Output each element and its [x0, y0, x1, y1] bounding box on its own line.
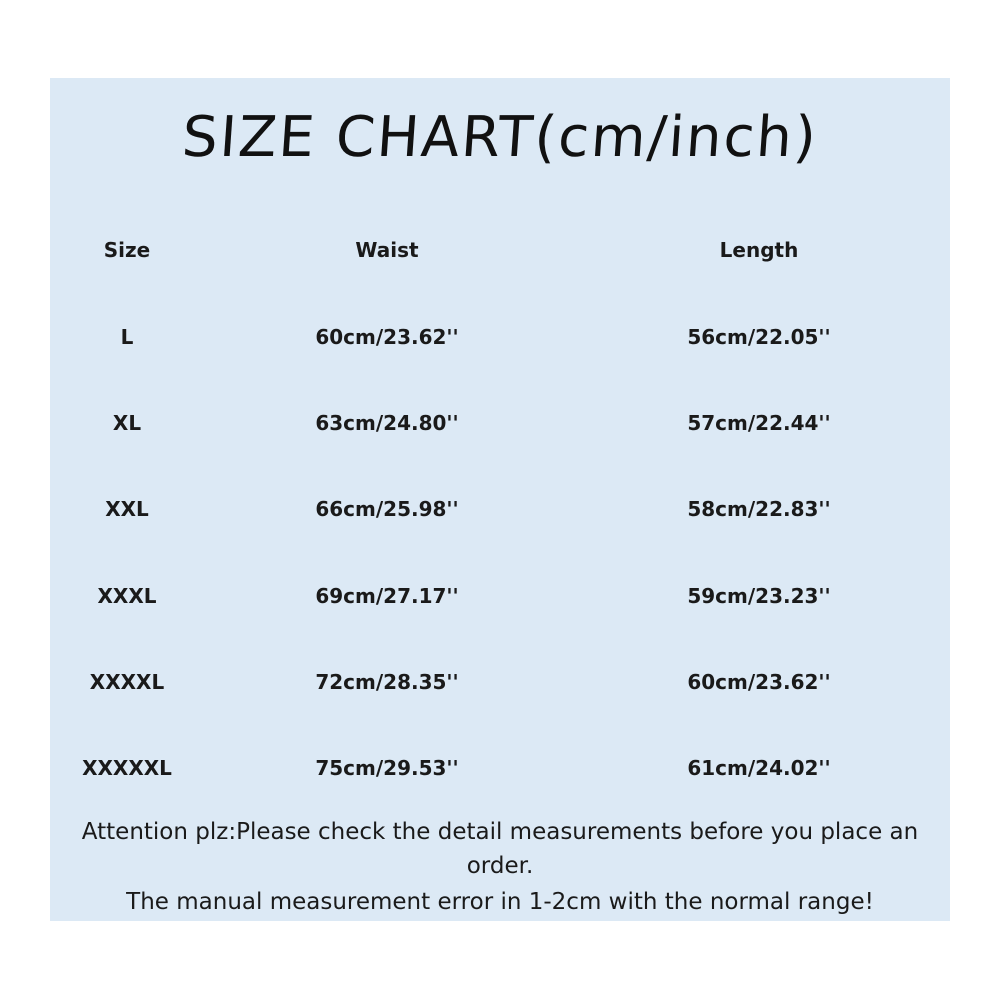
row-size: XXXXL — [89, 670, 165, 694]
row-waist: 69cm/27.17'' — [315, 584, 459, 608]
header-length: Length — [719, 238, 799, 262]
header-size: Size — [103, 238, 151, 262]
row-waist: 72cm/28.35'' — [315, 670, 459, 694]
measurement-error-note: The manual measurement error in 1-2cm with the normal range! — [126, 889, 874, 915]
row-length: 56cm/22.05'' — [687, 325, 831, 349]
row-size: XXL — [105, 497, 149, 521]
row-size: XXXXXL — [82, 756, 172, 780]
row-length: 61cm/24.02'' — [687, 756, 831, 780]
row-waist: 75cm/29.53'' — [315, 756, 459, 780]
header-waist: Waist — [355, 238, 419, 262]
row-waist: 63cm/24.80'' — [315, 411, 459, 435]
row-length: 57cm/22.44'' — [687, 411, 831, 435]
row-length: 58cm/22.83'' — [687, 497, 831, 521]
attention-note-line1: Attention plz:Please check the detail measurements before you place an — [81, 819, 919, 845]
attention-note-line2: order. — [466, 853, 534, 879]
row-length: 60cm/23.62'' — [687, 670, 831, 694]
chart-title: SIZE CHART(cm/inch) — [180, 105, 821, 170]
row-length: 59cm/23.23'' — [687, 584, 831, 608]
row-size: L — [120, 325, 134, 349]
row-waist: 66cm/25.98'' — [315, 497, 459, 521]
row-size: XXXL — [97, 584, 157, 608]
row-waist: 60cm/23.62'' — [315, 325, 459, 349]
row-size: XL — [112, 411, 142, 435]
